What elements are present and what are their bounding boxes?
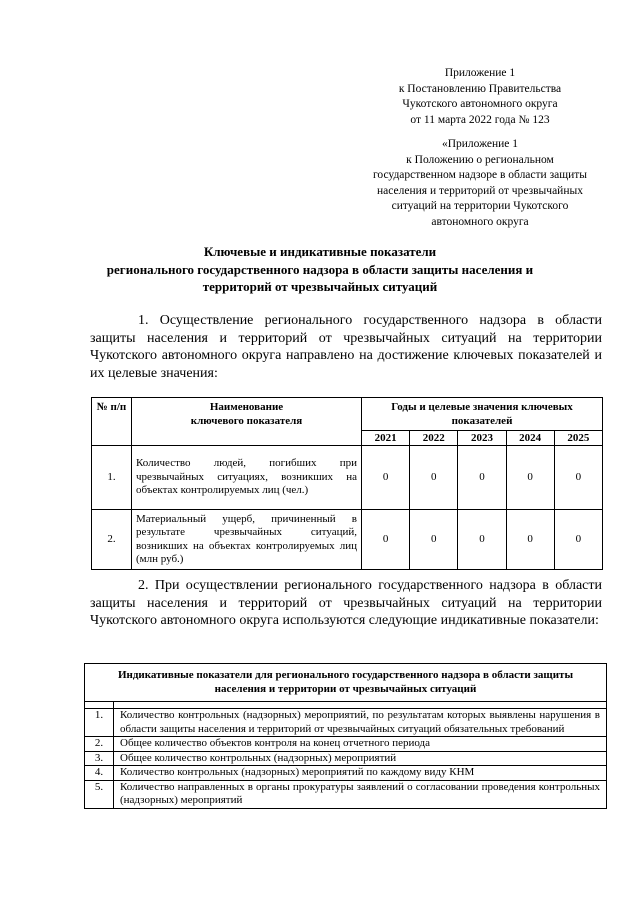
- year-cell: 2021: [362, 431, 410, 446]
- table-header-row: [92, 398, 603, 431]
- row-value: 0: [506, 510, 554, 570]
- appendix-line: «Приложение 1: [441, 138, 519, 150]
- row-value: 0: [410, 510, 458, 570]
- appendix-line: ситуаций на территории Чукотского: [391, 200, 569, 212]
- appendix-header: [330, 66, 630, 128]
- year-cell: 2025: [554, 431, 602, 446]
- header-years: Годы и целевые значения ключевых показателей: [362, 398, 603, 431]
- table-row: [85, 780, 607, 808]
- year-cell: 2024: [506, 431, 554, 446]
- row-value: 0: [506, 446, 554, 510]
- title-line: регионального государственного надзора в области защиты населения и: [106, 261, 534, 277]
- paragraph-1: 1. Осуществление регионального государственного надзора в области защиты населения и территорий от чрезвычайных ситуаций на территории Чукотского автономного округа направлено на достижение ключевых показателей и их целевые значения:: [90, 313, 602, 381]
- header-indicator-name: [132, 398, 362, 446]
- table-row: [85, 737, 607, 752]
- document-title: [60, 243, 580, 296]
- title-line: территорий от чрезвычайных ситуаций: [202, 279, 438, 294]
- row-number: 2.: [92, 510, 132, 570]
- appendix-line: Чукотского автономного округа: [402, 98, 558, 110]
- table-row: [92, 510, 603, 570]
- table-row: [85, 751, 607, 766]
- row-value: 0: [362, 510, 410, 570]
- appendix-line: от 11 марта 2022 года № 123: [410, 113, 550, 126]
- row-value: 0: [554, 446, 602, 510]
- row-text: Количество контрольных (надзорных) мероприятий, по результатам которых выявлены нарушения в области защиты населения и территорий от чрезвычайных ситуаций обязательных требований: [114, 709, 607, 737]
- row-value: 0: [458, 510, 506, 570]
- row-value: 0: [362, 446, 410, 510]
- spacer-row: [85, 702, 607, 709]
- paragraph-2: 2. При осуществлении регионального государственного надзора в области защиты населения и территорий от чрезвычайных ситуаций на территории Чукотского автономного округа используются следующие индикативные показатели:: [90, 578, 602, 628]
- row-number: 5.: [85, 780, 114, 808]
- appendix-line: автономного округа: [431, 215, 529, 228]
- header-name-line: Наименование: [209, 401, 284, 413]
- year-cell: 2023: [458, 431, 506, 446]
- row-indicator-name: Материальный ущерб, причиненный в результате чрезвычайных ситуаций, возникших на объектах контролируемых лиц (млн руб.): [132, 510, 362, 570]
- row-text: Общее количество контрольных (надзорных) мероприятий: [114, 751, 607, 766]
- appendix-line: к Положению о региональном: [406, 153, 554, 166]
- row-value: 0: [410, 446, 458, 510]
- row-value: 0: [554, 510, 602, 570]
- header-name-line: ключевого показателя: [190, 415, 303, 427]
- inner-appendix-header: [330, 137, 630, 230]
- key-indicators-table: [91, 397, 603, 570]
- table-row: [85, 766, 607, 781]
- header-number: № п/п: [92, 398, 132, 446]
- appendix-line: к Постановлению Правительства: [398, 82, 562, 95]
- row-value: 0: [458, 446, 506, 510]
- row-number: 1.: [92, 446, 132, 510]
- appendix-line: населения и территорий от чрезвычайных: [377, 184, 583, 197]
- indicative-indicators-table: [84, 663, 607, 809]
- title-line: Ключевые и индикативные показатели: [203, 244, 437, 259]
- row-text: Количество направленных в органы прокуратуры заявлений о согласовании проведения контрольных (надзорных) мероприятий: [114, 780, 607, 808]
- row-text: Общее количество объектов контроля на конец отчетного периода: [114, 737, 607, 752]
- row-number: 2.: [85, 737, 114, 752]
- row-number: 3.: [85, 751, 114, 766]
- table-row: [92, 446, 603, 510]
- row-text: Количество контрольных (надзорных) мероприятий по каждому виду КНМ: [114, 766, 607, 781]
- row-indicator-name: Количество людей, погибших при чрезвычайных ситуациях, возникших на объектах контролируемых лиц (чел.): [132, 446, 362, 510]
- row-number: 4.: [85, 766, 114, 781]
- indicative-table-header: Индикативные показатели для регионального государственного надзора в области защиты населения и территории от чрезвычайных ситуаций: [85, 664, 607, 702]
- appendix-line: государственном надзоре в области защиты: [373, 169, 587, 181]
- row-number: 1.: [85, 709, 114, 737]
- year-cell: 2022: [410, 431, 458, 446]
- appendix-line: Приложение 1: [444, 67, 516, 79]
- table-header-row: [85, 664, 607, 702]
- table-row: [85, 709, 607, 737]
